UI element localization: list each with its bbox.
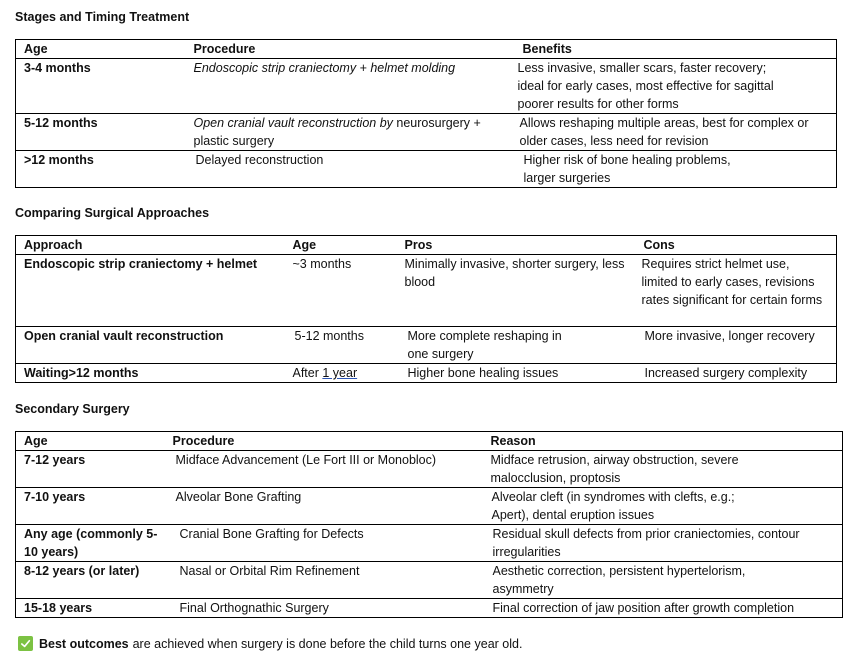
table-row <box>16 451 843 488</box>
age-cell: 5-12 months <box>282 327 390 364</box>
approach-cell: Open cranial vault reconstruction <box>16 327 282 364</box>
reason-cell: Final correction of jaw position after growth completion <box>484 599 843 618</box>
procedure-cell: Cranial Bone Grafting for Defects <box>166 525 484 562</box>
reason-cell: Midface retrusion, airway obstruction, severe malocclusion, proptosis <box>484 451 843 488</box>
table-row <box>16 59 837 114</box>
best-outcomes-note <box>18 636 522 651</box>
age-cell: 8-12 years (or later) <box>16 562 166 599</box>
approach-cell: Endoscopic strip craniectomy + helmet <box>16 255 282 327</box>
pros-cell: More complete reshaping in one surgery <box>390 327 635 364</box>
age-cell: 5-12 months <box>16 114 185 151</box>
cons-cell: Increased surgery complexity <box>635 364 837 383</box>
secondary-table <box>15 431 843 618</box>
table-header-row <box>16 40 837 59</box>
table-header-row <box>16 236 837 255</box>
reason-cell: Aesthetic correction, persistent hypertelorism, asymmetry <box>484 562 843 599</box>
stages-table <box>15 39 837 188</box>
header-procedure: Procedure <box>166 432 484 451</box>
header-age: Age <box>16 432 166 451</box>
age-prefix: After <box>292 366 323 380</box>
header-procedure: Procedure <box>185 40 512 59</box>
procedure-cell <box>185 114 512 151</box>
table-row <box>16 151 837 188</box>
table-row <box>16 364 837 383</box>
procedure-rest: neurosurgery + plastic surgery <box>193 116 481 148</box>
table-row <box>16 255 837 327</box>
table-row <box>16 488 843 525</box>
procedure-cell: Endoscopic strip craniectomy + helmet molding <box>185 59 512 114</box>
stages-heading: Stages and Timing Treatment <box>15 10 190 24</box>
procedure-cell: Delayed reconstruction <box>185 151 512 188</box>
check-mark-icon <box>18 636 33 651</box>
header-approach: Approach <box>16 236 282 255</box>
age-cell <box>282 364 390 383</box>
reason-cell: Alveolar cleft (in syndromes with clefts, e.g.; Apert), dental eruption issues <box>484 488 843 525</box>
cons-cell: Requires strict helmet use, limited to early cases, revisions rates significant for certain forms <box>635 255 837 327</box>
secondary-heading: Secondary Surgery <box>15 402 130 416</box>
procedure-cell: Final Orthognathic Surgery <box>166 599 484 618</box>
benefits-cell: Allows reshaping multiple areas, best for complex or older cases, less need for revision <box>512 114 837 151</box>
cons-cell: More invasive, longer recovery <box>635 327 837 364</box>
age-cell: 7-10 years <box>16 488 166 525</box>
procedure-cell: Nasal or Orbital Rim Refinement <box>166 562 484 599</box>
table-row <box>16 599 843 618</box>
table-row <box>16 525 843 562</box>
pros-cell: Minimally invasive, shorter surgery, less blood <box>390 255 635 327</box>
age-cell: Any age (commonly 5-10 years) <box>16 525 166 562</box>
age-cell: 7-12 years <box>16 451 166 488</box>
header-age: Age <box>16 40 185 59</box>
age-cell: >12 months <box>16 151 185 188</box>
approaches-table <box>15 235 837 383</box>
table-row <box>16 114 837 151</box>
table-row <box>16 562 843 599</box>
header-age: Age <box>282 236 390 255</box>
note-bold-text: Best outcomes <box>39 636 129 651</box>
age-cell: 15-18 years <box>16 599 166 618</box>
pros-cell: Higher bone healing issues <box>390 364 635 383</box>
approaches-heading: Comparing Surgical Approaches <box>15 206 210 220</box>
reason-cell: Residual skull defects from prior craniectomies, contour irregularities <box>484 525 843 562</box>
header-cons: Cons <box>635 236 837 255</box>
procedure-cell: Alveolar Bone Grafting <box>166 488 484 525</box>
procedure-italic: Open cranial vault reconstruction by <box>193 116 393 130</box>
header-pros: Pros <box>390 236 635 255</box>
header-reason: Reason <box>484 432 843 451</box>
procedure-cell: Midface Advancement (Le Fort III or Monobloc) <box>166 451 484 488</box>
note-text: are achieved when surgery is done before the child turns one year old. <box>132 636 523 651</box>
table-header-row <box>16 432 843 451</box>
age-cell: 3-4 months <box>16 59 185 114</box>
benefits-cell: Less invasive, smaller scars, faster recovery; ideal for early cases, most effective for sagittal poorer results for other forms <box>512 59 837 114</box>
approach-cell: Waiting>12 months <box>16 364 282 383</box>
table-row <box>16 327 837 364</box>
header-benefits: Benefits <box>512 40 837 59</box>
age-cell: ~3 months <box>282 255 390 327</box>
benefits-cell: Higher risk of bone healing problems, larger surgeries <box>512 151 837 188</box>
one-year-link[interactable]: 1 year <box>322 366 358 380</box>
